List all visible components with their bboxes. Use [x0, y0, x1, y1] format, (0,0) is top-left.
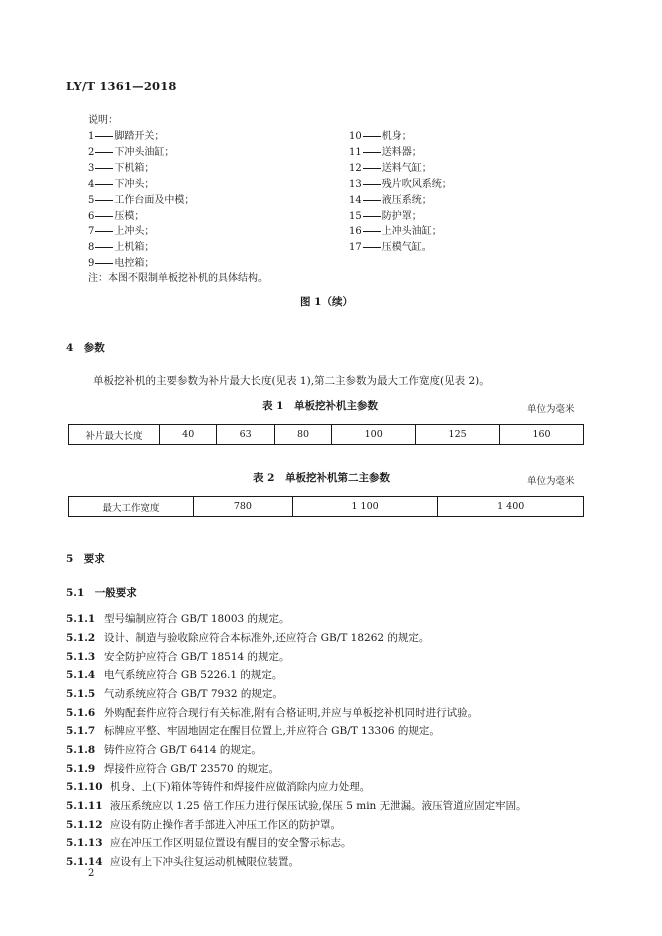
table-1-caption: 表 1 单板挖补机主参数 — [262, 400, 378, 412]
table-1 — [68, 424, 584, 445]
clause: 5.1.12 应设有防止操作者手部进入冲压工作区的防护罩。 — [66, 819, 341, 831]
table-cell: 160 — [500, 425, 584, 445]
legend-item: 10 机身； — [349, 131, 412, 142]
legend-item: 8 上机箱； — [88, 242, 155, 253]
section-5-1-heading: 5.1 一般要求 — [66, 587, 137, 599]
legend-item: 17 压模气缸。 — [349, 242, 432, 253]
legend-item: 6 压模； — [88, 211, 145, 222]
table-1-row-label: 补片最大长度 — [69, 425, 160, 445]
clause: 5.1.3 安全防护应符合 GB/T 18514 的规定。 — [66, 651, 290, 663]
clause: 5.1.4 电气系统应符合 GB 5226.1 的规定。 — [66, 669, 283, 681]
clause: 5.1.13 应在冲压工作区明显位置设有醒目的安全警示标志。 — [66, 837, 352, 849]
section-4-heading: 4 参数 — [66, 342, 105, 354]
clause: 5.1.1 型号编制应符合 GB/T 18003 的规定。 — [66, 613, 290, 625]
page-number: 2 — [88, 868, 95, 879]
clause: 5.1.14 应设有上下冲头往复运动机械限位装置。 — [66, 856, 299, 868]
legend-item: 4 下冲头； — [88, 179, 155, 190]
table-cell: 80 — [274, 425, 331, 445]
legend-item: 15 防护罩； — [349, 211, 422, 222]
legend-item: 7 上冲头； — [88, 226, 155, 237]
clause: 5.1.8 铸件应符合 GB/T 6414 的规定。 — [66, 744, 262, 756]
table-cell: 40 — [160, 425, 217, 445]
table-row — [69, 425, 584, 445]
figure-note: 注：本图不限制单板挖补机的具体结构。 — [88, 273, 268, 284]
legend-item: 14 液压系统； — [349, 195, 432, 206]
section-4-paragraph: 单板挖补机的主要参数为补片最大长度(见表 1),第二主参数为最大工作宽度(见表 2)。 — [93, 375, 490, 387]
table-cell: 63 — [217, 425, 274, 445]
table-cell: 780 — [194, 497, 293, 517]
figure-caption: 图 1（续） — [300, 296, 353, 308]
legend-item: 5 工作台面及中模； — [88, 195, 195, 206]
table-2-row-label: 最大工作宽度 — [69, 497, 194, 517]
legend-item: 11 送料器； — [349, 147, 422, 158]
table-cell: 1 100 — [292, 497, 438, 517]
legend-item: 1 脚踏开关； — [88, 131, 165, 142]
clause: 5.1.7 标牌应平整、牢固地固定在醒目位置上,并应符合 GB/T 13306 的规定。 — [66, 725, 440, 737]
legend-item: 2 下冲头油缸； — [88, 147, 175, 158]
legend-item: 16 上冲头油缸； — [349, 226, 442, 237]
legend-item: 12 送料气缸； — [349, 163, 432, 174]
table-2-unit: 单位为毫米 — [527, 476, 575, 487]
table-cell: 100 — [332, 425, 416, 445]
clause: 5.1.6 外购配套件应符合现行有关标准,附有合格证明,并应与单板挖补机同时进行试验。 — [66, 707, 479, 719]
clause: 5.1.5 气动系统应符合 GB/T 7932 的规定。 — [66, 688, 283, 700]
table-2 — [68, 496, 584, 517]
table-cell: 125 — [416, 425, 500, 445]
table-cell: 1 400 — [438, 497, 584, 517]
clause: 5.1.9 焊接件应符合 GB/T 23570 的规定。 — [66, 763, 280, 775]
table-2-caption: 表 2 单板挖补机第二主参数 — [253, 472, 390, 484]
legend-item: 3 下机箱； — [88, 163, 155, 174]
legend-item: 13 残片吹风系统； — [349, 179, 452, 190]
document-code-header: LY/T 1361—2018 — [66, 79, 177, 93]
table-1-unit: 单位为毫米 — [527, 404, 575, 415]
explanation-title: 说明： — [88, 115, 118, 126]
table-row — [69, 497, 584, 517]
clause: 5.1.2 设计、制造与验收除应符合本标准外,还应符合 GB/T 18262 的规定。 — [66, 632, 430, 644]
legend-item: 9 电控箱； — [88, 258, 155, 269]
section-5-heading: 5 要求 — [66, 553, 105, 565]
clause: 5.1.10 机身、上(下)箱体等铸件和焊接件应做消除内应力处理。 — [66, 781, 371, 793]
clause: 5.1.11 液压系统应以 1.25 倍工作压力进行保压试验,保压 5 min 无泄漏。液压管道应固定牢固。 — [66, 800, 527, 812]
